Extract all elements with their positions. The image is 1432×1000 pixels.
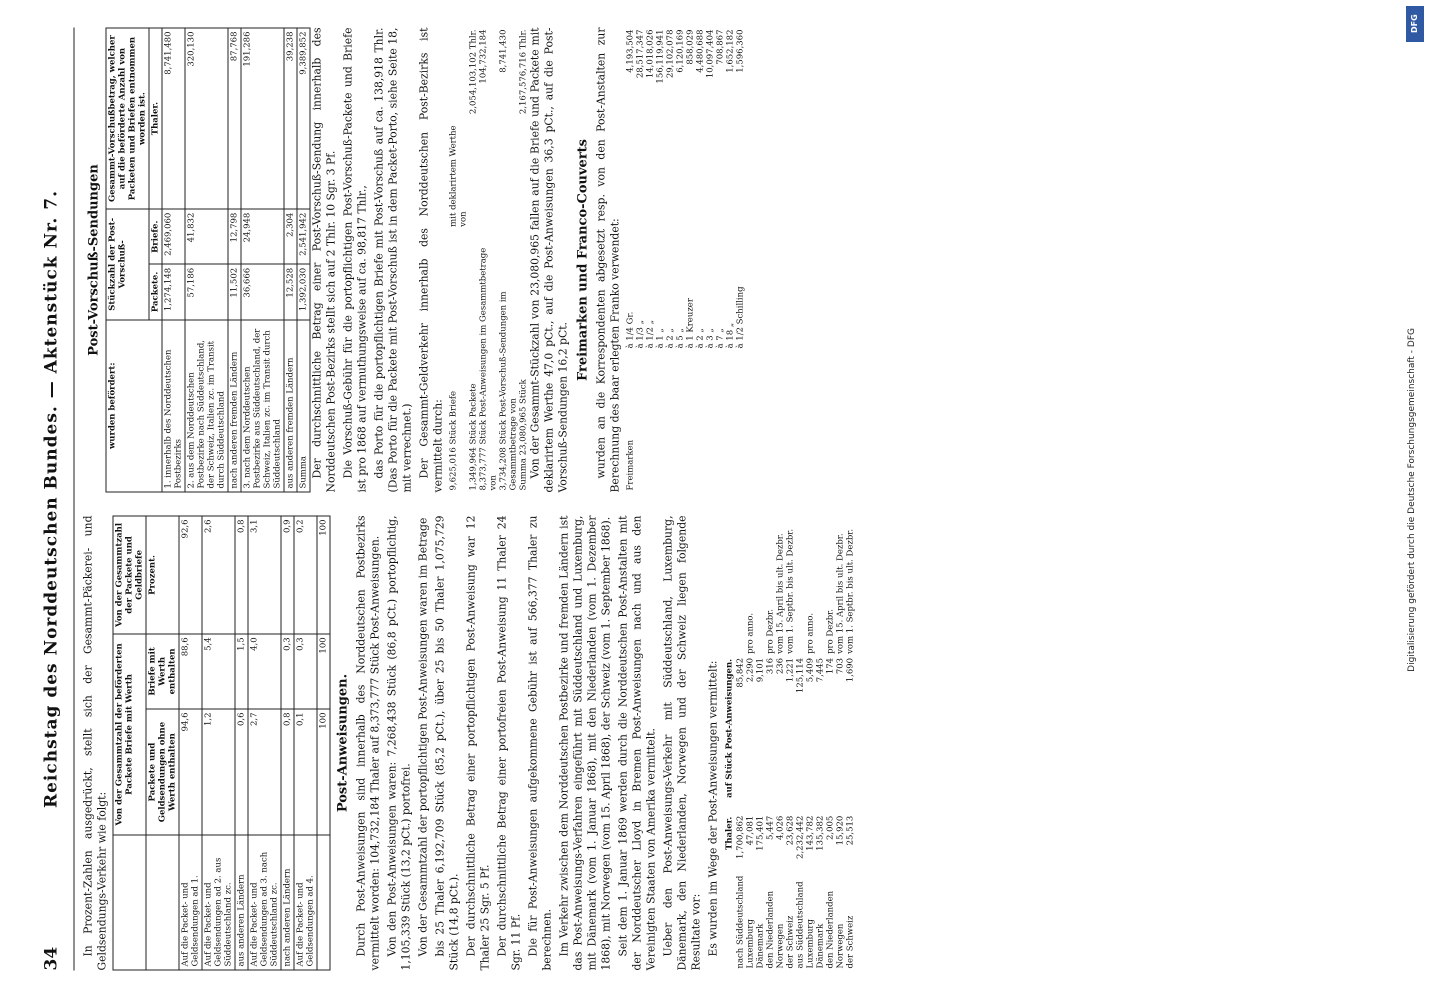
table-row [656,28,666,493]
right-para-4: Der Gesammt-Geldverkehr innerhalb des Norddeutschen Post-Bezirks ist vermittelt durch: [417,27,445,493]
frei-count: 29,102,078 [665,29,676,79]
scanned-page [12,8,1422,993]
frei-count: 4,480,688 [695,29,706,73]
geld-left: 9,625,016 Stück Briefe [448,390,459,491]
frei-label [706,350,716,492]
header-rule [74,28,75,971]
pct-value-c: 0,2 [294,516,317,634]
pct-sub-0: Packete und Geldsendungen ohne Werth enthalten [146,709,179,835]
page-header [42,28,70,971]
para-2: Von den Post-Anweisungen waren: 7,268,438 Stück (86,8 pCt.) portopflichtig, 1,105,339 Stück (13,2 pCt.) portofrei. [385,515,413,971]
pct-label: Auf die Packet- und Geldsendungen ad 3. nach Süddeutschland zc. [248,835,281,970]
anw-note: pro anno. [805,612,816,654]
anw-label: Dänemark [755,923,766,969]
anw-stueck: 1,221 [785,657,796,683]
right-para-3: das Porto für die portopflichtigen Briefe mit Post-Vorschuß auf ca. 138,918 Thlr. (Das Porto für die Packete mit Post-Vorschuß ist in dem Packet-Porto, siehe Seite 18, mit verrechnet.) [372,27,414,493]
anw-stueck: 5,409 [805,657,816,683]
table-row [317,516,330,970]
anw-taler: 25,513 [845,815,856,846]
anw-taler: 4,026 [775,815,786,841]
anw-label: nach Süddeutschland [735,875,746,969]
vs-thaler: 8,741,480 [162,28,185,209]
table-row [519,28,529,493]
table-row [235,516,248,970]
page-number: 34 [41,946,62,971]
frei-value: à 1/2 „ [645,319,656,349]
vs-head-2: Gesammt-Vorschußbetrag, welcher auf die beförderte Anzahl von Packeten und Briefen entnommen worden ist. [106,28,149,209]
frei-label [736,350,746,492]
frei-count: 858,029 [685,29,696,65]
frei-label [716,350,726,492]
table-row [469,28,479,493]
vs-thaler: 191,286 [241,28,284,209]
table-row [746,516,756,971]
para-8: Im Verkehr zwischen dem Norddeutschen Postbezirke und fremden Ländern ist das Post-Anweisungs-Verfahren eingeführt mit Süddeutschland und Luxemburg, mit Dänemark (vom 1. Januar 1868), mit den Niederlanden (vom 1. Dezember 1868), mit Norwegen (vom 15. April 1868), der Schweiz (vom 1. September 1868). [557,515,613,971]
vs-sub-1: Briefe. [149,209,162,264]
left-column [82,516,1382,971]
right-column [82,28,1382,493]
geld-right: 8,741,430 [498,29,509,73]
anw-stueck: 85,842 [735,657,746,688]
para-3: Von der Gesammtzahl der portopflichtigen Post-Anweisungen waren im Betrage [416,517,430,957]
right-para-2: Die Vorschuß-Gebühr für die portopflichtigen Post-Vorschuß-Packete und Briefe ist pro 1868 auf vermuthungsweise auf ca. 98,817 Thlr., [341,27,369,493]
anw-stueck: 2,290 [745,657,756,683]
frei-label [676,350,686,492]
frei-label [646,350,656,492]
vs-packete: 1,274,148 [162,264,185,319]
table-row [696,28,706,493]
geld-right: 2,054,103,102 Thlr. [468,29,479,115]
vs-label: Summa [297,320,310,492]
frei-count: 708,867 [715,29,726,65]
frei-count: 156,119,941 [655,29,666,84]
pct-value-b: 88,6 [179,634,202,709]
geldverkehr-table [449,28,529,493]
table-row [185,28,228,492]
vorschuss-heading: Post-Vorschuß-Sendungen [86,164,102,356]
pct-value-a: 1,2 [202,709,235,835]
table-row [636,28,646,493]
geld-mid [499,116,519,229]
geld-right: 104,732,184 [478,29,489,84]
anw-note: vom 15. April bis ult. Dezbr. [775,533,786,654]
freimarken-table [626,28,746,493]
anweisungen-table [724,516,856,971]
anw-taler: 47,081 [745,815,756,846]
frei-label [666,350,676,492]
pct-value-b: 5,4 [202,634,235,709]
table-row [241,28,284,492]
pct-value-c: 2,6 [202,516,235,634]
table-row [766,516,776,971]
vs-label: 3. nach dem Norddeutschen Postbezirke aus Süddeutschland, der Schweiz, Italien zc. im Transit durch Süddeutschland [241,320,284,492]
anw-taler: 23,628 [785,815,796,846]
anw-taler: 135,382 [815,815,826,851]
geld-right: 2,167,576,716 Thlr. [518,29,529,115]
table-row [162,28,185,492]
table-row [816,516,826,971]
table-row [294,516,317,970]
frei-value: à 7 „ [715,328,726,349]
vs-packete: 57,186 [185,264,228,319]
pct-value-b: 0,3 [281,634,294,709]
anw-label: den Niederlanden [765,890,776,969]
table-row [626,28,636,493]
table-row [796,516,806,971]
frei-value: à 2 „ [665,328,676,349]
anw-label: Luxemburg [745,919,756,969]
percent-table [113,516,331,971]
table-row [736,28,746,493]
table-row [826,516,836,971]
table-row [297,28,310,492]
para-1: Durch Post-Anweisungen sind innerhalb des Norddeutschen Postbezirks vermittelt worden: 104,732,184 Thaler auf 8,373,777 Stück Post-Anweisungen. [354,515,382,971]
anw-stueck: 703 [835,657,846,675]
anw-note: vom 1. Septbr. bis ult. Dezbr. [785,528,796,654]
table-row [776,516,786,971]
para-10: Ueber den Post-Anweisungs-Verkehr mit Süddeutschland, Luxemburg, Dänemark, den Niederlanden, Norwegen und der Schweiz liegen folgende Resultate vor: [661,515,703,971]
dfg-logo: DFG [1406,6,1424,42]
pct-sub-1: Briefe mit Werth enthalten [146,634,179,709]
vs-thaler: 320,130 [185,28,228,209]
geld-mid [469,116,479,229]
anw-taler: 143,782 [805,815,816,851]
anw-taler: 15,920 [835,815,846,846]
table-row [284,28,297,492]
geld-mid [519,116,529,229]
table-row [179,516,202,970]
table-row [756,516,766,971]
anw-label: den Niederlanden [825,890,836,969]
geld-mid [479,116,499,229]
anw-note [816,516,826,656]
vs-thaler: 39,238 [284,28,297,209]
vs-thaler: 9,389,852 [297,28,310,209]
vs-packete: 12,528 [284,264,297,319]
table-row [202,516,235,970]
anw-taler: 5,447 [765,815,776,841]
table-row [228,28,241,492]
pct-value-a: 100 [317,709,330,835]
anw-head-stueck: auf Stück Post-Anweisungen. [724,658,735,798]
table-row [646,28,656,493]
frei-value: à 1/2 Schilling [735,286,746,349]
pct-value-c: 92,6 [179,516,202,634]
geld-left: Summa 23,080,965 Stück [518,379,529,491]
pct-label: Auf die Packet- und Geldsendungen ad 4. [294,835,317,970]
frei-count: 4,193,504 [625,29,636,73]
pct-label: Auf die Packet- und Geldsendungen ad 2. aus Süddeutschland zc. [202,835,235,970]
table-row [806,516,816,971]
vs-head-0: wurden befördert: [106,320,162,492]
table-row [726,28,736,493]
vs-packete: 11,502 [228,264,241,319]
table-row [846,516,856,971]
vs-packete: 1,392,030 [297,264,310,319]
frei-value: à 1 „ [655,328,666,349]
frei-label: Freimarken [625,439,636,491]
anw-stueck: 316 [765,657,776,675]
pct-value-b: 100 [317,634,330,709]
vs-briefe: 2,469,060 [162,209,185,264]
frei-count: 14,018,026 [645,29,656,79]
pct-head-2: Von der Gesammtzahl der Packete und Geldbriefe [113,516,146,634]
frei-value: à 5 „ [675,328,686,349]
para-6: Der durchschnittliche Betrag einer portofreien Post-Anweisung 11 Thaler 24 Sgr. 11 Pf. [495,515,523,971]
anw-note: pro anno. [745,612,756,654]
frei-value: à 3 „ [705,328,716,349]
anw-note: pro Dezbr. [825,608,836,654]
frei-value: à 18 „ [725,322,736,349]
pct-head-0 [113,835,146,970]
table-row [836,516,846,971]
anw-note [796,516,806,656]
pct-value-b: 1,5 [235,634,248,709]
frei-label [696,350,706,492]
para-9: Seit dem 1. Januar 1869 werden durch die Norddeutschen Post-Anstalten mit der Norddeutscher Lloyd in Bremen Post-Anweisungen nach und aus den Vereinigten Staaten von Amerika vermittelt. [616,515,658,971]
table-row [479,28,499,493]
geld-mid: mit deklarirtem Werthe von [448,125,469,227]
anw-label: der Schweiz [785,915,796,969]
vs-briefe: 41,832 [185,209,228,264]
vs-briefe: 2,304 [284,209,297,264]
frei-value: à 1/3 „ [635,319,646,349]
table-row [676,28,686,493]
right-para-1: Der durchschnittliche Betrag einer Post-Vorschuß-Sendung innerhalb des Norddeutschen Post-Bezirks stellt sich auf 2 Thlr. 10 Sgr. 3 Pf. [310,27,338,493]
table-row [706,28,716,493]
pct-label: nach anderen Ländern [281,835,294,970]
table-row [716,28,726,493]
pct-sub-2: Prozent. [146,516,179,634]
anw-stueck: 236 [775,657,786,675]
anw-label: der Schweiz [845,915,856,969]
frei-count: 28,517,347 [635,29,646,79]
pct-value-c: 0,8 [235,516,248,634]
vs-packete: 36,666 [241,264,284,319]
anw-taler: 1,700,862 [735,815,746,859]
pct-value-b: 4,0 [248,634,281,709]
frei-label [726,350,736,492]
frei-value: à 1/4 Gr. [625,311,636,349]
vs-briefe: 24,948 [241,209,284,264]
table-row [686,28,696,493]
anw-label: Norwegen [835,923,846,969]
anw-note: vom 15. April bis ult. Dezbr. [835,533,846,654]
pct-head-1: Von der Gesammtzahl der beförderten Packete Briefe mit Werth [113,634,146,835]
postanweisungen-heading: Post-Anweisungen. [335,673,351,813]
frei-label [686,350,696,492]
frei-value: à 2 „ [695,328,706,349]
anw-stueck: 125,114 [795,657,806,694]
para-4: bis 25 Thaler 6,192,709 Stück (85,2 pCt.), über 25 bis 50 Thaler 1,075,729 Stück (14,8 pCt.). [433,515,461,971]
pct-value-c: 100 [317,516,330,634]
anw-taler: 2,232,442 [795,815,806,859]
para-11: Es wurden im Wege der Post-Anweisungen vermittelt: [706,660,720,957]
anw-label: Dänemark [815,923,826,969]
geld-right [449,28,469,117]
table-row [786,516,796,971]
vs-label: 1. innerhalb des Norddeutschen Postbezirks [162,320,185,492]
table-row [666,28,676,493]
vs-label: aus anderen fremden Ländern [284,320,297,492]
anw-stueck: 7,445 [815,657,826,683]
anw-label: Luxemburg [805,919,816,969]
anw-taler: 175,401 [755,815,766,851]
pct-label: aus anderen Ländern [235,835,248,970]
geld-left: 3,734,208 Stück Post-Vorschuß-Sendungen im Gesammtbetrage von [498,291,519,491]
vorschuss-table [106,28,311,493]
anw-label: aus Süddeutschland [795,881,806,969]
table-row [736,516,746,971]
para-7: Die für Post-Anweisungen aufgekommene Gebühr ist auf 566,377 Thaler zu berechnen. [526,515,554,971]
pct-value-c: 3,1 [248,516,281,634]
table-row [248,516,281,970]
freimarken-heading: Freimarken und Franco-Couverts [575,138,591,382]
frei-count: 1,652,182 [725,29,736,73]
right-para-5: Von der Gesammt-Stückzahl von 23,080,965 fallen auf die Briefe und Packete mit deklarirtem Werthe 47,0 pCt., auf die Post-Anweisungen 36,3 pCt., auf die Post-Vorschuß-Sendungen 16,2 pCt. [528,27,570,493]
vs-thaler: 87,768 [228,28,241,209]
pct-value-a: 2,7 [248,709,281,835]
vs-sub-0: Packete. [149,264,162,319]
anw-stueck: 174 [825,657,836,675]
digitization-credit: Digitalisierung gefördert durch die Deutsche Forschungsgemeinschaft - DFG [1407,328,1417,672]
right-para-6: wurden an die Korrespondenten abgesetzt resp. von den Post-Anstalten zur Berechnung des baar erlegten Franko verwendet: [594,27,622,493]
pct-value-b: 0,3 [294,634,317,709]
vs-head-1: Stückzahl der Post-Vorschuß- [106,209,149,319]
table-row [499,28,519,493]
vs-label: 2. aus dem Norddeutschen Postbezirke nach Süddeutschland, der Schweiz, Italien zc. im Transit durch Süddeutschland [185,320,228,492]
geld-left: 8,373,777 Stück Post-Anweisungen im Gesammtbetrage von [478,247,499,491]
pct-value-a: 0,8 [281,709,294,835]
pct-label [317,835,330,970]
anw-note: vom 1. Septbr. bis ult. Dezbr. [845,528,856,654]
intro-text: In Prozent-Zahlen ausgedrückt, stellt sich der Gesammt-Päckerei- und Geldsendungs-Verkehr wie folgt: [81,515,109,971]
table-row [449,28,469,493]
anw-label: Norwegen [775,923,786,969]
pct-value-a: 94,6 [179,709,202,835]
anw-stueck: 1,690 [845,657,856,683]
page-title: Reichstag des Norddeutschen Bundes. — Aktenstück Nr. 7. [41,189,62,809]
frei-count: 10,097,404 [705,29,716,79]
frei-value: à 1 Kreuzer [685,298,696,349]
pct-value-c: 0,9 [281,516,294,634]
geld-left: 1,349,964 Stück Packete [468,383,479,491]
pct-value-a: 0,6 [235,709,248,835]
anw-taler: 2,005 [825,815,836,841]
anw-stueck: 9,101 [755,657,766,683]
pct-value-a: 0,1 [294,709,317,835]
anw-note [756,516,766,656]
frei-count: 6,120,169 [675,29,686,73]
pct-label: Auf die Packet- und Geldsendungen ad 1. [179,835,202,970]
frei-label [636,350,646,492]
anw-head-taler: Thaler. [724,816,735,850]
frei-count: 1,596,360 [735,29,746,73]
anw-note: pro Dezbr. [765,608,776,654]
vs-briefe: 12,798 [228,209,241,264]
para-5: Der durchschnittliche Betrag einer portopflichtigen Post-Anweisung war 12 Thaler 25 Sgr. 5 Pf. [464,515,492,971]
vs-label: nach anderen fremden Ländern [228,320,241,492]
frei-label [656,350,666,492]
table-row [281,516,294,970]
anw-note [736,516,746,656]
vs-briefe: 2,541,942 [297,209,310,264]
vs-sub-2: Thaler. [149,28,162,209]
